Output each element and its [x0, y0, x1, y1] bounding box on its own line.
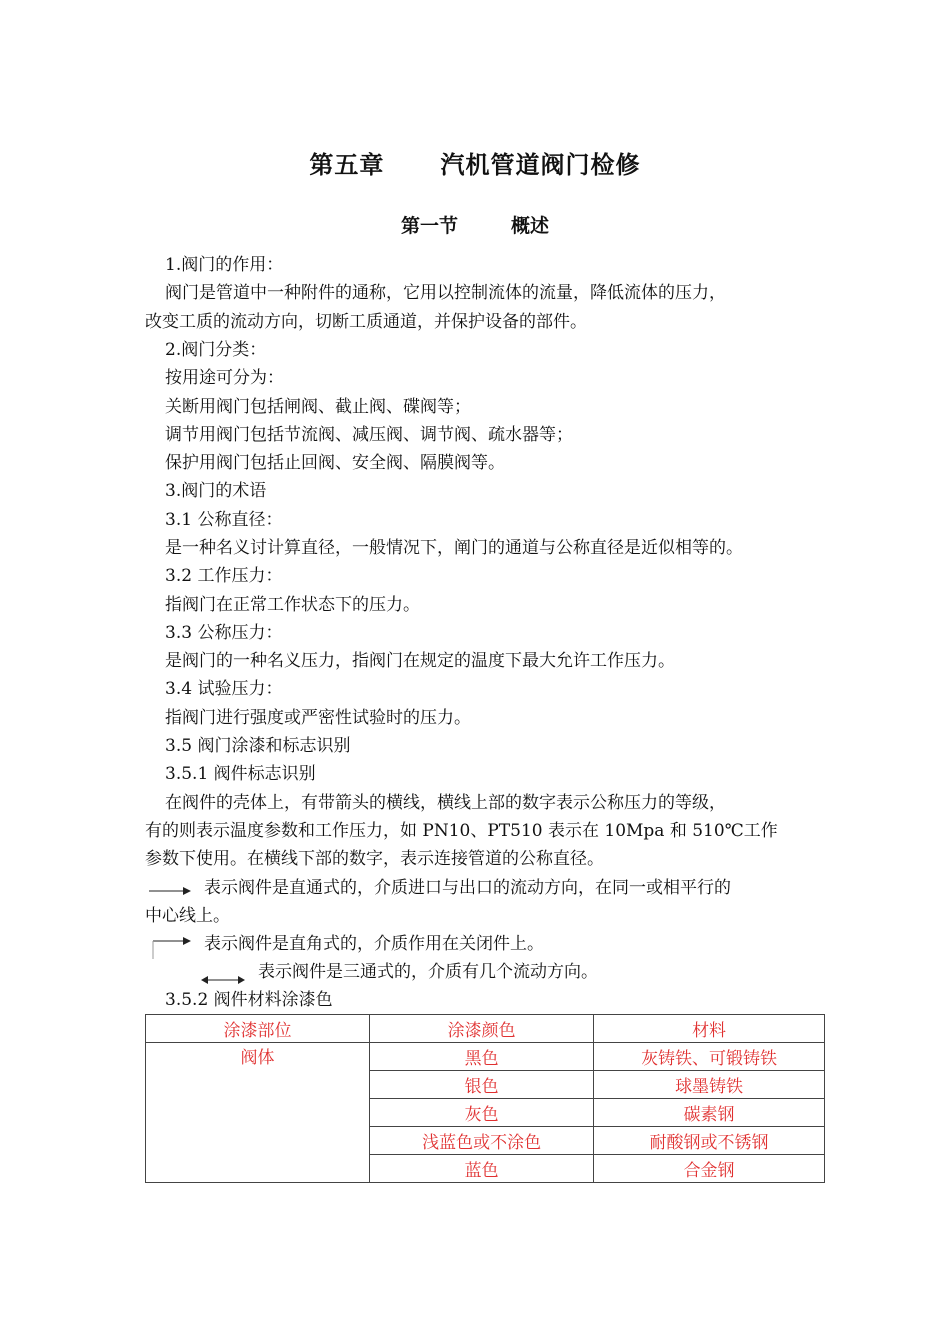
- angle-arrow-icon: [147, 933, 195, 961]
- material-cell: 灰铸铁、可锻铸铁: [594, 1043, 825, 1071]
- straight-arrow-icon: [147, 880, 195, 900]
- paragraph: 关断用阀门包括闸阀、截止阀、碟阀等；: [165, 397, 471, 417]
- header-cell: 材料: [594, 1015, 825, 1043]
- paragraph: 参数下使用。在横线下部的数字，表示连接管道的公称直径。: [145, 849, 604, 869]
- paragraph: 3.3 公称压力：: [165, 623, 283, 643]
- paragraph: 2.阀门分类：: [165, 340, 267, 360]
- paragraph: 3.阀门的术语: [165, 481, 267, 501]
- material-cell: 碳素钢: [594, 1099, 825, 1127]
- paragraph: 3.2 工作压力：: [165, 566, 283, 586]
- chapter-title: 第五章 汽机管道阀门检修: [309, 150, 641, 179]
- paragraph: 是阀门的一种名义压力，指阀门在规定的温度下最大允许工作压力。: [165, 651, 675, 671]
- paragraph: 3.5.2 阀件材料涂漆色: [165, 990, 333, 1010]
- table-header-row: [146, 1015, 825, 1043]
- paragraph: 中心线上。: [145, 906, 230, 926]
- part-cell: 阀体: [146, 1043, 370, 1183]
- table-row: [146, 1043, 825, 1071]
- paragraph: 3.1 公称直径：: [165, 510, 283, 530]
- header-cell: 涂漆部位: [146, 1015, 370, 1043]
- paragraph: 指阀门进行强度或严密性试验时的压力。: [165, 708, 471, 728]
- color-cell: 蓝色: [370, 1155, 594, 1183]
- header-cell: 涂漆颜色: [370, 1015, 594, 1043]
- paragraph: 3.5.1 阀件标志识别: [165, 764, 316, 784]
- material-cell: 球墨铸铁: [594, 1071, 825, 1099]
- section-title: 第一节 概述: [401, 215, 549, 237]
- color-cell: 黑色: [370, 1043, 594, 1071]
- color-cell: 浅蓝色或不涂色: [370, 1127, 594, 1155]
- paragraph: 1.阀门的作用：: [165, 255, 284, 275]
- paragraph: 保护用阀门包括止回阀、安全阀、隔膜阀等。: [165, 453, 505, 473]
- color-cell: 银色: [370, 1071, 594, 1099]
- paragraph: 改变工质的流动方向，切断工质通道，并保护设备的部件。: [145, 312, 587, 332]
- paragraph: 表示阀件是三通式的，介质有几个流动方向。: [258, 962, 598, 982]
- paragraph: 调节用阀门包括节流阀、减压阀、调节阀、疏水器等；: [165, 425, 573, 445]
- material-cell: 合金钢: [594, 1155, 825, 1183]
- three-way-arrow-icon: [200, 972, 246, 988]
- paragraph: 阀门是管道中一种附件的通称，它用以控制流体的流量，降低流体的压力，: [165, 283, 726, 303]
- color-cell: 灰色: [370, 1099, 594, 1127]
- paragraph: 表示阀件是直通式的，介质进口与出口的流动方向，在同一或相平行的: [204, 878, 731, 898]
- paragraph: 3.4 试验压力：: [165, 679, 283, 699]
- paragraph: 3.5 阀门涂漆和标志识别: [165, 736, 351, 756]
- paragraph: 表示阀件是直角式的，介质作用在关闭件上。: [204, 934, 544, 954]
- paragraph: 是一种名义讨计算直径，一般情况下，阐门的通道与公称直径是近似相等的。: [165, 538, 743, 558]
- paragraph: 在阀件的壳体上，有带箭头的横线，横线上部的数字表示公称压力的等级，: [165, 793, 726, 813]
- paragraph: 按用途可分为：: [165, 368, 284, 388]
- paragraph: 指阀门在正常工作状态下的压力。: [165, 595, 420, 615]
- paragraph: 有的则表示温度参数和工作压力，如 PN10、PT510 表示在 10Mpa 和 510℃工作: [145, 821, 778, 841]
- paint-color-table: [145, 1014, 825, 1183]
- material-cell: 耐酸钢或不锈钢: [594, 1127, 825, 1155]
